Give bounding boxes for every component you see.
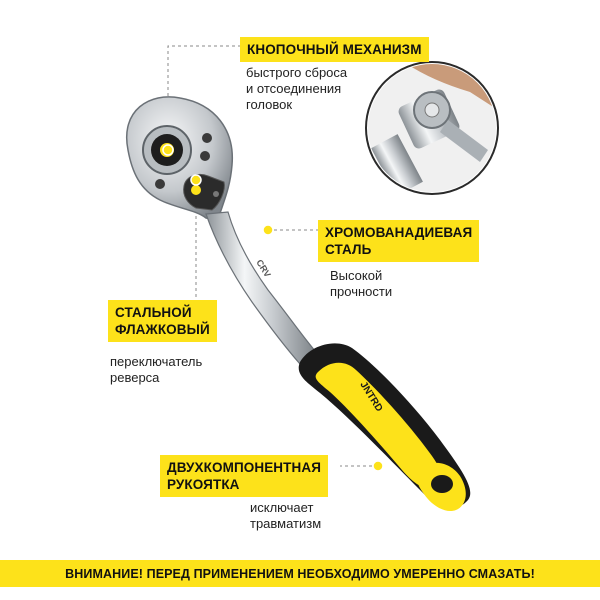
ratchet-shaft [206, 212, 316, 364]
callout-title-button-mechanism: КНОПОЧНЫЙ МЕХАНИЗМ [240, 37, 429, 62]
warning-banner [0, 560, 600, 587]
brand-logo: JNTRD [357, 379, 385, 414]
callout-title-reverse-switch: СТАЛЬНОЙ ФЛАЖКОВЫЙ [108, 300, 217, 342]
marker-handle [373, 461, 383, 471]
callout-text-handle: исключает травматизм [250, 500, 322, 531]
warning-text: ВНИМАНИЕ! ПЕРЕД ПРИМЕНЕНИЕМ НЕОБХОДИМО УМЕРЕННО СМАЗАТЬ! [65, 566, 535, 581]
callout-text-reverse-switch: переключатель реверса [110, 354, 203, 385]
marker-reverse-switch [191, 175, 201, 185]
callout-text-steel: Высокой прочности [330, 268, 393, 299]
inset-photo [366, 62, 498, 196]
shaft-marking: CRV [254, 257, 273, 280]
marker-steel [263, 225, 273, 235]
callout-title-handle: ДВУХКОМПОНЕНТНАЯ РУКОЯТКА [160, 455, 328, 497]
marker-button-mechanism [163, 145, 173, 155]
callout-title-steel: ХРОМОВАНАДИЕВАЯ СТАЛЬ [318, 220, 479, 262]
callout-text-button-mechanism: быстрого сброса и отсоединения головок [246, 65, 348, 112]
ratchet-head [127, 97, 233, 220]
